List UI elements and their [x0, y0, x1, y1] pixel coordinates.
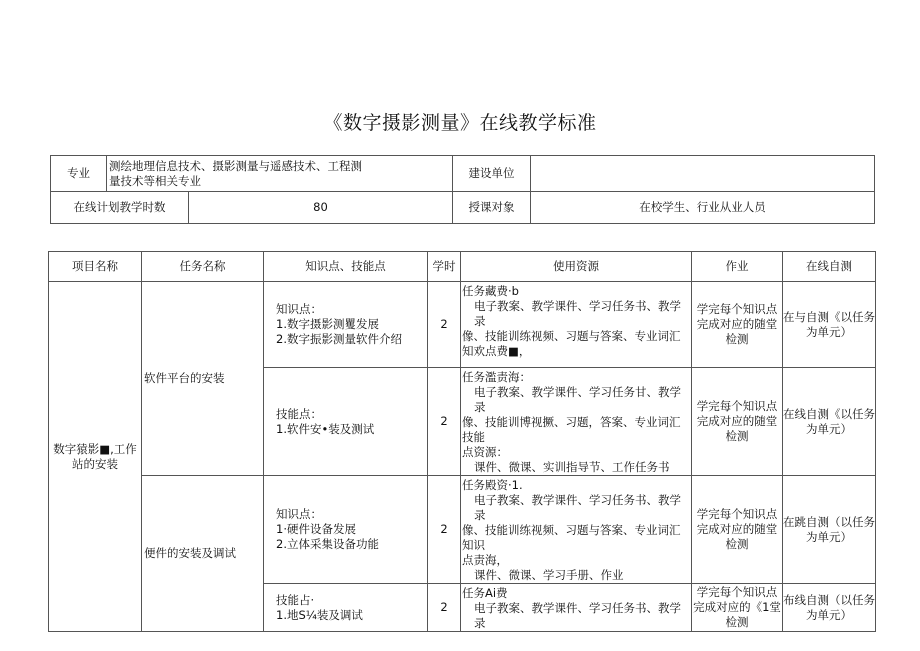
- hours-value: 80: [189, 192, 453, 224]
- hours-label: 在线计划教学时数: [51, 192, 189, 224]
- major-label: 专业: [51, 156, 107, 192]
- selftest-cell: 在线自测《以任务为单元）: [783, 368, 876, 476]
- hours-cell: 2: [428, 282, 461, 368]
- skill-points: 技能占· 1.地S¼装及调试: [264, 584, 428, 632]
- homework-cell: 学完每个知识点完成对应的随堂检测: [692, 476, 783, 584]
- task-name: 便件的安装及调试: [142, 476, 264, 632]
- major-value: 测绘地理信息技术、摄影测量与遥感技术、工程测量技术等相关专业: [107, 156, 453, 192]
- audience-label: 授课对象: [453, 192, 531, 224]
- hours-cell: 2: [428, 476, 461, 584]
- header-cell: 知识点、技能点: [264, 252, 428, 282]
- header-cell: 项目名称: [49, 252, 142, 282]
- resources-cell: 任务藏费·b 电子教案、教学课件、学习任务书、教学录 像、技能训练视频、习题与答案、专业词汇 知欢点费■，: [461, 282, 692, 368]
- skill-points: 技能点： 1.软件安•装及测试: [264, 368, 428, 476]
- homework-cell: 学完每个知识点完成对应的《1堂检测: [692, 584, 783, 632]
- builder-label: 建设单位: [453, 156, 531, 192]
- table-row: [49, 282, 876, 368]
- selftest-cell: 在与自测《以任务为单元）: [783, 282, 876, 368]
- knowledge-points: 知识点： 1.数字摄影测矍发展 2.数字振影测量软件介绍: [264, 282, 428, 368]
- table-row: [49, 476, 876, 584]
- header-cell: 使用资源: [461, 252, 692, 282]
- header-cell: 作业: [692, 252, 783, 282]
- page-title: 《数字摄影测量》在线教学标准: [323, 112, 597, 134]
- header-cell: 在线自测: [783, 252, 876, 282]
- selftest-cell: 在跳自测（以任务为单元）: [783, 476, 876, 584]
- header-cell: 任务名称: [142, 252, 264, 282]
- knowledge-points: 知识点： 1·硬件设备发展 2.立体采集设备功能: [264, 476, 428, 584]
- project-name: 数字猿影■,工作站的安装: [49, 282, 142, 632]
- homework-cell: 学完每个知识点完成对应的随堂检测: [692, 282, 783, 368]
- task-name: 软件平台的安装: [142, 282, 264, 476]
- curriculum-table: [48, 251, 876, 632]
- builder-value: [531, 156, 875, 192]
- hours-cell: 2: [428, 368, 461, 476]
- selftest-cell: 布线自测（以任务为单元）: [783, 584, 876, 632]
- resources-cell: 任务Ai费 电子教案、教学课件、学习任务书、教学录: [461, 584, 692, 632]
- homework-cell: 学完每个知识点完成对应的随堂检测: [692, 368, 783, 476]
- course-info-table: [50, 155, 875, 224]
- header-cell: 学时: [428, 252, 461, 282]
- resources-cell: 任务殿资·1. 电子教案、教学课件、学习任务书、教学录 像、技能训练视频、习题与答案、专业词汇知识 点责海， 课件、微课、学习手册、作业: [461, 476, 692, 584]
- hours-cell: 2: [428, 584, 461, 632]
- header-row: [49, 252, 876, 282]
- resources-cell: 任务濫责海： 电子教案、教学课件、学习任务甘、教学录 像、技能训博视撅、习题，答案、专业词汇技能 点资源： 课件、微课、实训指导节、工作任务书: [461, 368, 692, 476]
- audience-value: 在校学生、行业从业人员: [531, 192, 875, 224]
